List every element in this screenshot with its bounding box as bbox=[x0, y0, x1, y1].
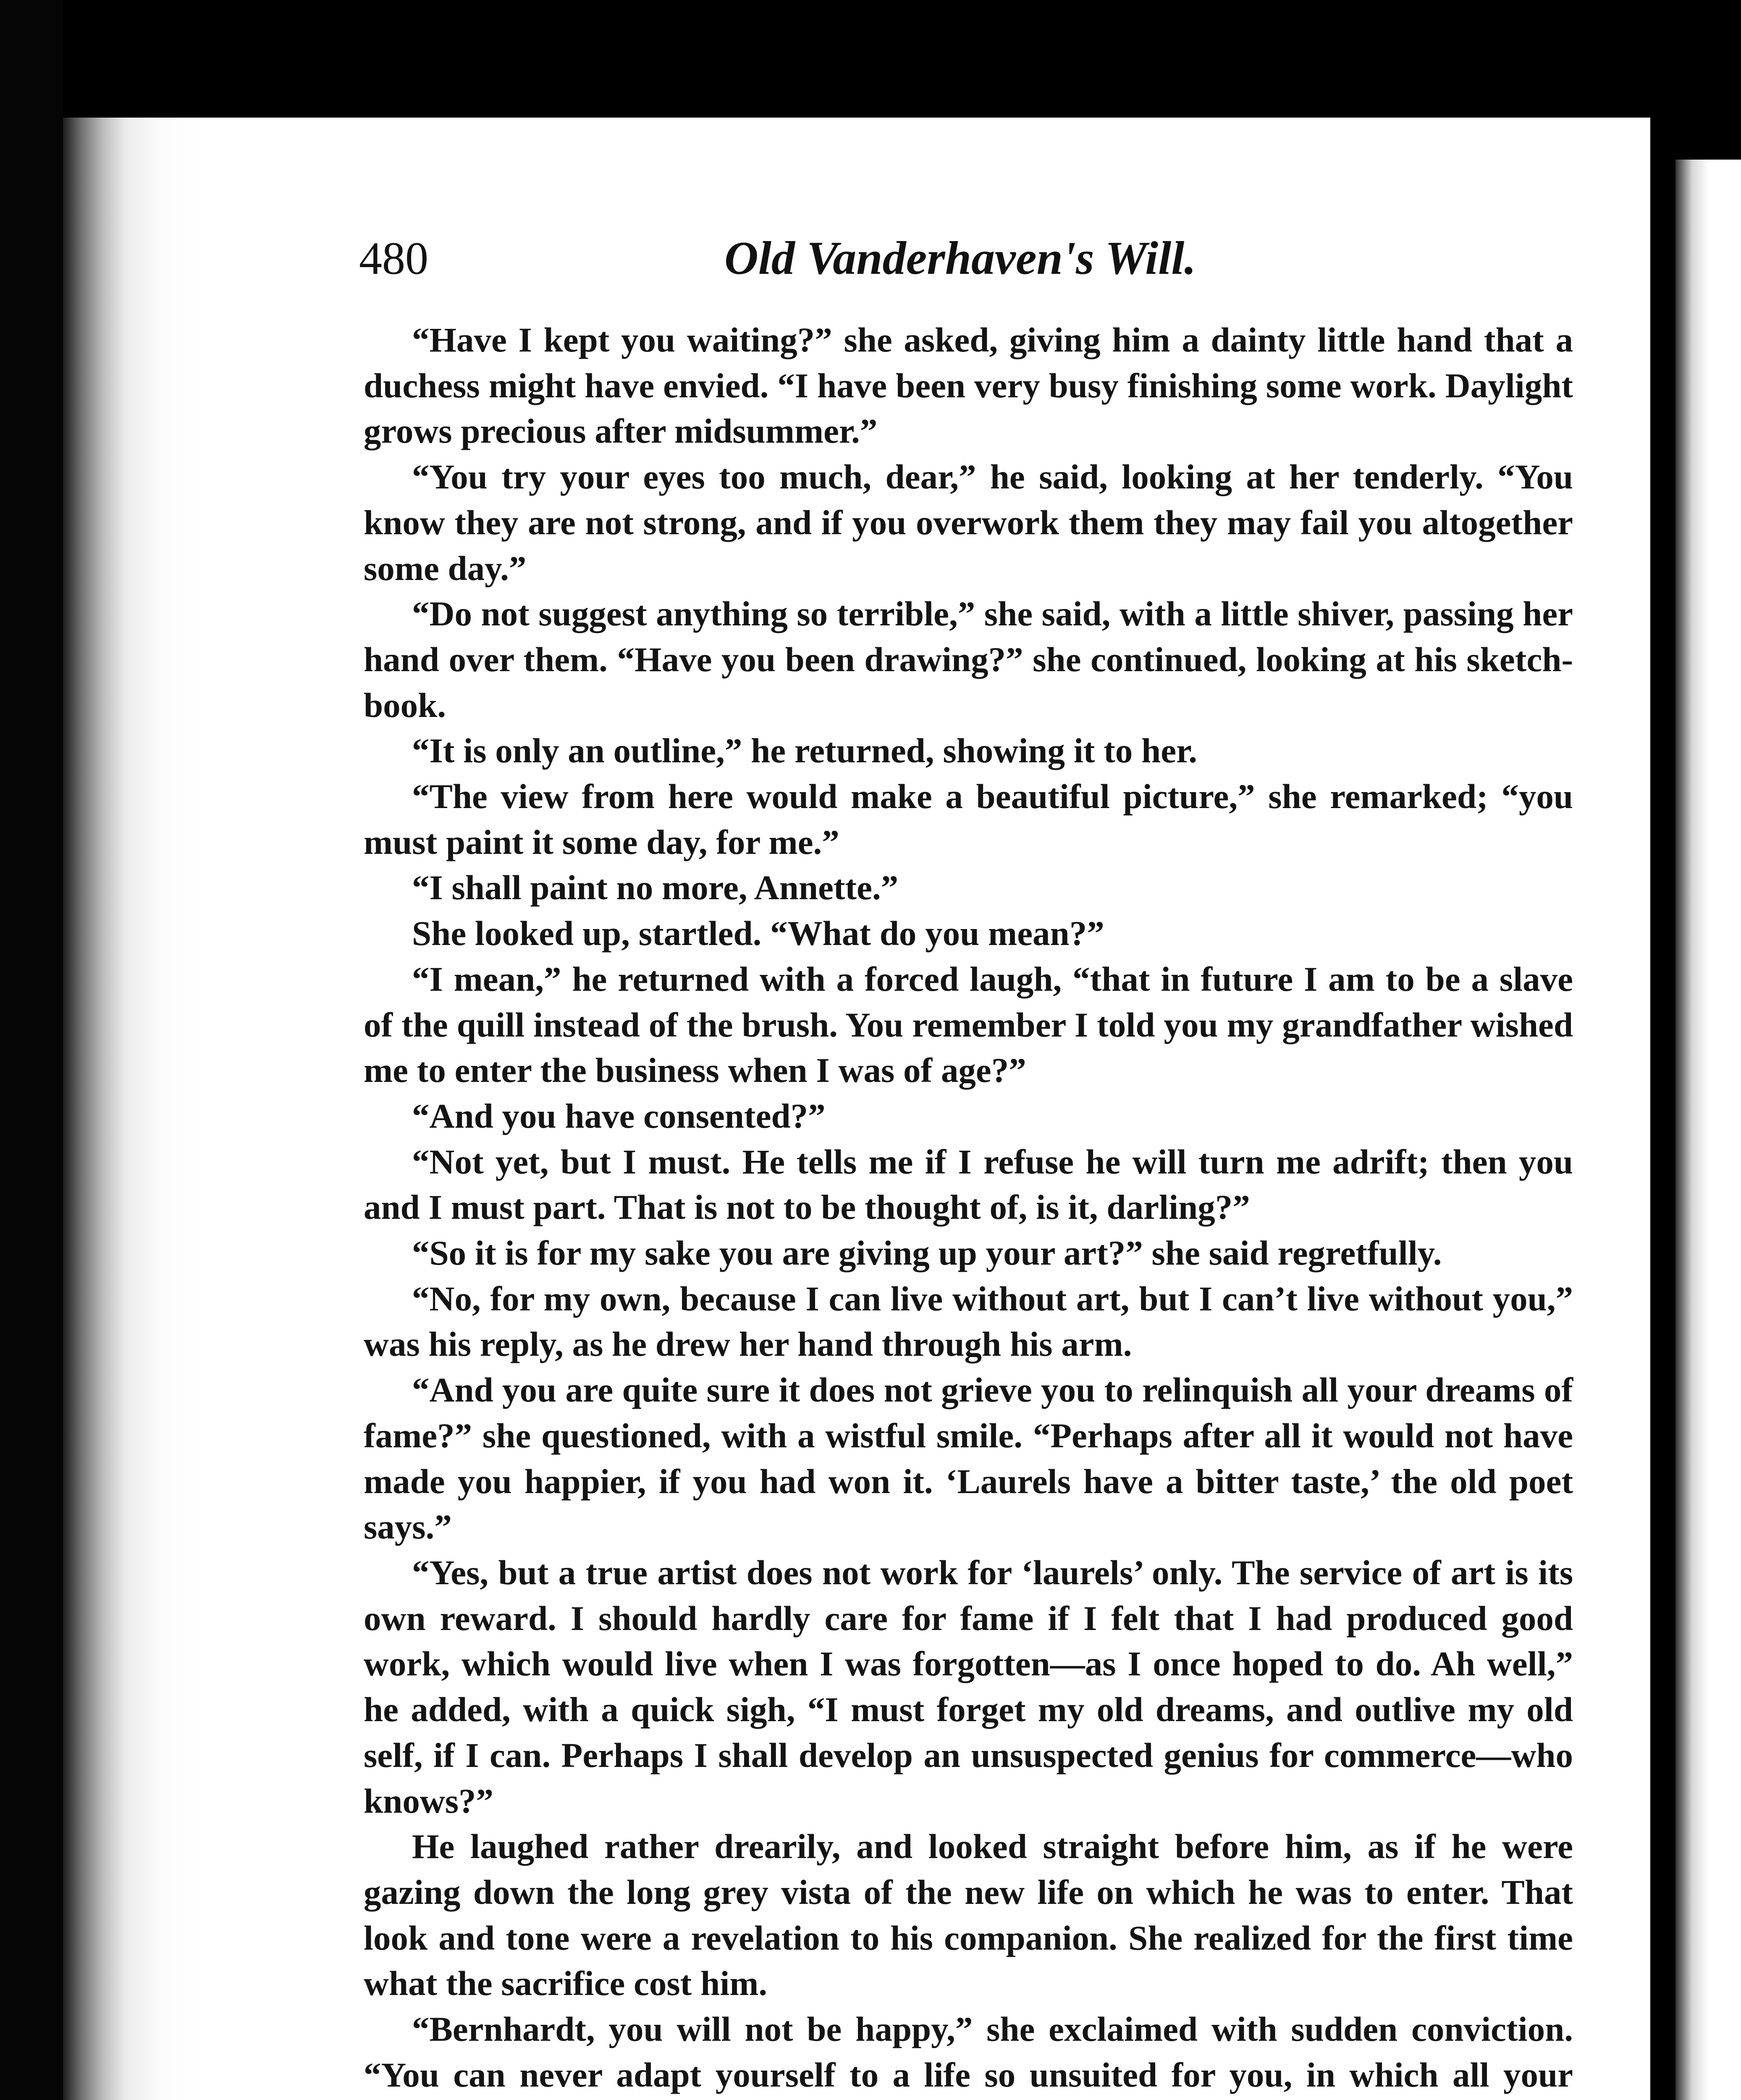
paragraph: He laughed rather drearily, and looked straight before him, as if he were gazing down the long grey vista of the new life on which he was to enter. That look and tone were a revelation to his companion. She realized for the first time what the sacrifice cost him. bbox=[364, 1827, 1573, 2003]
paragraph: “Not yet, but I must. He tells me if I refuse he will turn me adrift; then you and I must part. That is not to be thought of, is it, darling?” bbox=[364, 1142, 1573, 1227]
paragraph: “I shall paint no more, Annette.” bbox=[412, 868, 899, 907]
next-page-edge bbox=[1675, 160, 1741, 2100]
paragraph: “Do not suggest anything so terrible,” she said, with a little shiver, passing her hand over them. “Have you been drawing?” she continued, looking at his sketch-book. bbox=[364, 594, 1573, 724]
paragraph: She looked up, startled. “What do you mean?” bbox=[412, 914, 1104, 953]
paragraph: “Have I kept you waiting?” she asked, giving him a dainty little hand that a duchess might have envied. “I have been very busy finishing some work. Daylight grows precious after midsummer.” bbox=[364, 320, 1573, 451]
page-header bbox=[359, 227, 1577, 290]
paragraph: “So it is for my sake you are giving up your art?” she said regretfully. bbox=[412, 1234, 1442, 1273]
scan-left-margin bbox=[0, 0, 63, 2100]
paragraph: “You try your eyes too much, dear,” he said, looking at her tenderly. “You know they are not strong, and if you overwork them they may fail you altogether some day.” bbox=[364, 457, 1573, 588]
running-title: Old Vanderhaven's Will. bbox=[724, 232, 1196, 284]
paragraph: “Bernhardt, you will not be happy,” she exclaimed with sudden conviction. “You can never adapt yourself to a life so unsuited for you, in which all your bbox=[364, 2010, 1573, 2094]
paragraph: “And you have consented?” bbox=[412, 1096, 826, 1135]
page-number: 480 bbox=[359, 233, 428, 284]
paragraph: “No, for my own, because I can live without art, but I can’t live without you,” was his reply, as he drew her hand through his arm. bbox=[364, 1279, 1573, 1364]
paragraph: “And you are quite sure it does not grieve you to relinquish all your dreams of fame?” she questioned, with a wistful smile. “Perhaps after all it would not have made you happier, if you had won it. ‘Laurels have a bitter taste,’ the old poet says.” bbox=[364, 1370, 1573, 1546]
paragraph: “Yes, but a true artist does not work for ‘laurels’ only. The service of art is its own reward. I should hardly care for fame if I felt that I had produced good work, which would live when I was forgotten—as I once hoped to do. Ah well,” he added, with a quick sigh, “I must forget my old dreams, and outlive my old self, if I can. Perhaps I shall develop an unsuspected genius for commerce—who knows?” bbox=[364, 1553, 1573, 1820]
body-text bbox=[364, 317, 1573, 2100]
paragraph: “The view from here would make a beautiful picture,” she remarked; “you must paint it some day, for me.” bbox=[364, 777, 1573, 861]
paragraph: “It is only an outline,” he returned, showing it to her. bbox=[412, 731, 1198, 770]
paragraph: “I mean,” he returned with a forced laugh, “that in future I am to be a slave of the quill instead of the brush. You remember I told you my grandfather wished me to enter the business when I was of age?” bbox=[364, 959, 1573, 1090]
